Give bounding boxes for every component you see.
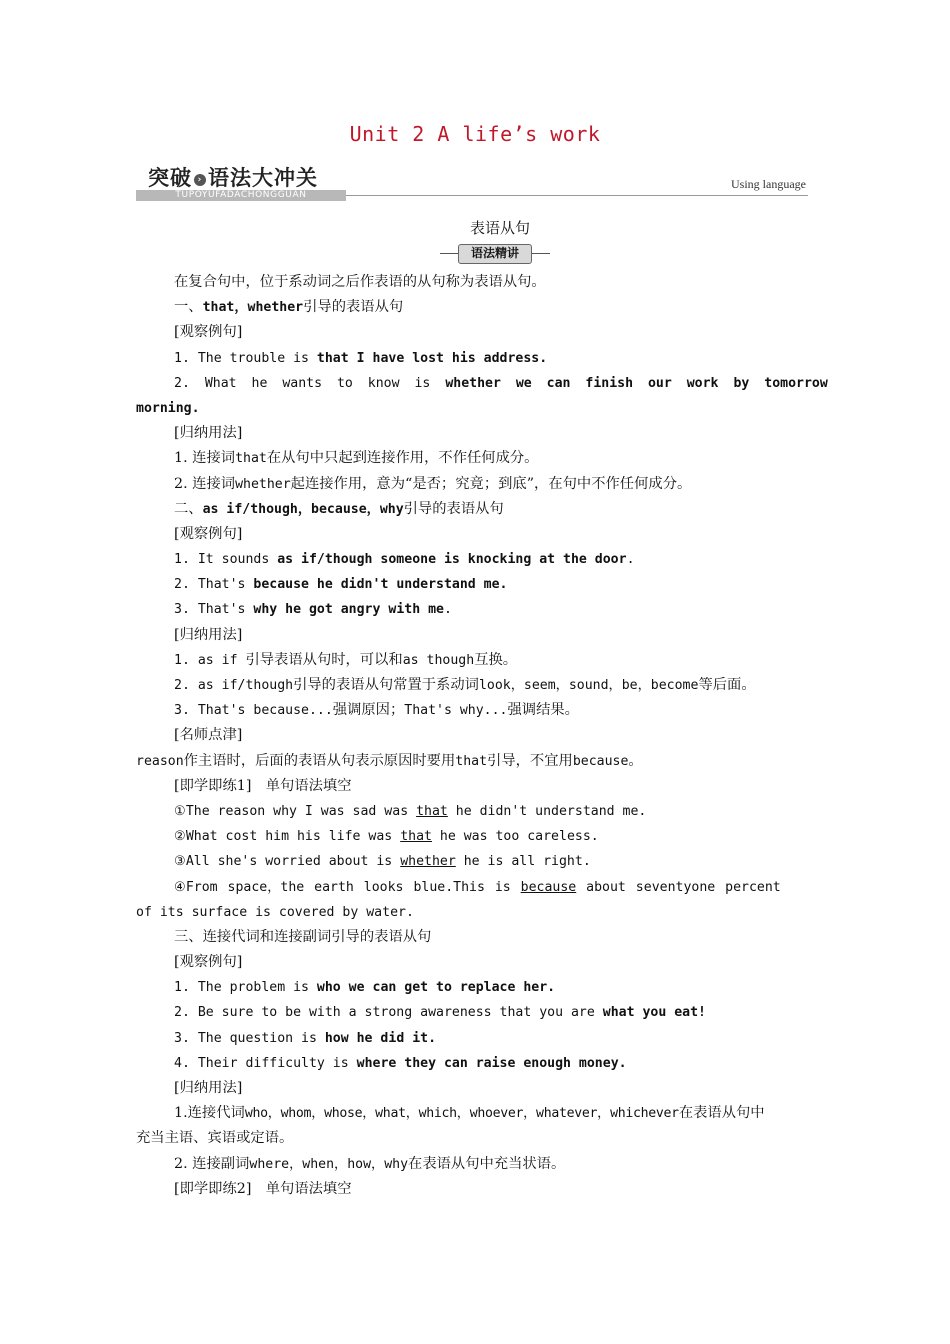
section-banner (136, 160, 808, 200)
rule-keyword: as though (402, 652, 475, 668)
rule-keyword: who，whom，whose，what，which，whoever，whatever，whichever (244, 1106, 679, 1122)
rule-keyword: look，seem，sound，be，become (478, 678, 699, 693)
content-body (136, 270, 828, 1202)
question-text: ④From space，the earth looks blue.This is (174, 879, 521, 895)
rule-continuation: 充当主语、宾语或定语。 (136, 1130, 294, 1147)
rule-text: 等后面。 (698, 677, 756, 693)
example-clause: that I have lost his address. (316, 350, 548, 366)
question-text: he didn't understand me. (447, 803, 647, 819)
example-text: . (443, 602, 452, 618)
banner-pinyin: TUPOYUFADACHONGGUAN (136, 190, 346, 201)
rule-text: 强调结果。 (507, 702, 579, 719)
example-text: 2. What he wants to know is (174, 375, 446, 391)
rule-text: 在从句中只起到连接作用，不作任何成分。 (266, 450, 539, 467)
example-sentence (136, 1000, 816, 1025)
tip-text (136, 749, 816, 774)
example-sentence (136, 572, 816, 597)
observe-label: [观察例句] (174, 954, 243, 971)
rule-label: [归纳用法] (174, 1080, 243, 1096)
example-text: 1. The trouble is (174, 350, 317, 366)
example-clause: how he did it. (324, 1030, 437, 1046)
rule-text: 1. 连接词 (174, 450, 236, 467)
tip-keyword: because (572, 753, 629, 769)
tip-label: [名师点津] (174, 727, 243, 744)
question-text: ③All she's worried about is (174, 854, 401, 870)
example-sentence (136, 547, 816, 572)
rule-text: 2. 连接词 (174, 475, 236, 492)
section-1-heading (136, 295, 816, 320)
answer-blank: whether (400, 854, 456, 870)
rule-text: 强调原因； (332, 702, 405, 719)
tip-keyword: reason (136, 753, 184, 769)
rule-text: 在表语从句中 (678, 1105, 765, 1122)
rule-text: 引导的表语从句常置于系动词 (293, 677, 479, 693)
rule-keyword: whether (235, 476, 291, 492)
example-sentence (136, 371, 828, 396)
example-clause: whether we can finish our work by tomorrow (445, 375, 828, 391)
rule-label: [归纳用法] (174, 626, 243, 643)
observe-label: [观察例句] (174, 525, 243, 542)
answer-blank: because (520, 879, 577, 895)
section-3-heading: 三、连接代词和连接副词引导的表语从句 (174, 928, 432, 945)
rule-text: 互换。 (474, 651, 518, 668)
rule-item (136, 673, 816, 698)
rule-keyword: 3. That's because... (174, 703, 333, 719)
rule-item (136, 1101, 816, 1126)
example-sentence (136, 1026, 816, 1051)
tip-body: 。 (628, 752, 643, 769)
rule-item (136, 446, 816, 471)
practice-question (136, 849, 816, 874)
rule-item (136, 648, 816, 673)
heading-keywords: that，whether (202, 300, 304, 316)
heading-text: 引导的表语从句 (403, 500, 504, 517)
example-text: 4. Their difficulty is (174, 1055, 357, 1071)
example-clause: where they can raise enough money. (356, 1055, 627, 1071)
heading-number: 一、 (174, 299, 203, 316)
question-text: he is all right. (455, 854, 591, 870)
banner-subsection: Using language (731, 177, 806, 191)
question-text: about seventyone percent (576, 879, 781, 895)
example-text: 3. The question is (174, 1030, 325, 1046)
example-text: 3. That's (174, 602, 254, 618)
rule-item (136, 472, 816, 497)
observe-label: [观察例句] (174, 324, 243, 341)
example-text: 2. Be sure to be with a strong awareness that you are (174, 1005, 603, 1021)
example-sentence (136, 1051, 816, 1076)
example-text: 1. It sounds (174, 552, 278, 568)
banner-heading-part-a: 突破 (148, 166, 192, 190)
tip-body: 引导，不宜用 (487, 752, 573, 769)
example-clause: who we can get to replace her. (316, 980, 556, 996)
section-badge (440, 244, 550, 262)
chevron-right-icon: › (194, 174, 206, 186)
heading-number: 二、 (174, 500, 203, 517)
rule-keyword: 1. as if (174, 652, 246, 668)
example-text: 1. The problem is (174, 980, 317, 996)
badge-label: 语法精讲 (458, 244, 532, 264)
example-sentence (136, 975, 816, 1000)
section-title: 表语从句 (469, 219, 530, 237)
banner-heading (148, 162, 318, 192)
rule-keyword: that (235, 451, 267, 467)
section-2-heading (136, 497, 816, 522)
intro-paragraph: 在复合句中，位于系动词之后作表语的从句称为表语从句。 (174, 274, 546, 290)
example-sentence (136, 597, 816, 622)
practice-label: [即学即练2] 单句语法填空 (174, 1180, 352, 1197)
question-text: ②What cost him his life was (174, 829, 401, 845)
question-text: he was too careless. (431, 829, 599, 845)
example-continuation: morning. (136, 400, 200, 416)
rule-text: 起连接作用，意为“是否；究竟；到底”，在句中不作任何成分。 (290, 475, 692, 492)
question-text: ①The reason why I was sad was (174, 803, 417, 819)
rule-item (136, 698, 816, 723)
rule-text: 在表语从句中充当状语。 (408, 1155, 566, 1172)
rule-text: 1.连接代词 (174, 1105, 245, 1122)
example-clause: what you eat! (602, 1005, 706, 1021)
banner-heading-part-b: 语法大冲关 (208, 166, 318, 190)
rule-text: 2. 连接副词 (174, 1155, 250, 1172)
answer-blank: that (400, 829, 432, 845)
rule-keyword: That's why... (404, 703, 508, 719)
example-sentence (136, 346, 816, 371)
rule-item (136, 1152, 816, 1177)
rule-text: 引导表语从句时，可以和 (245, 651, 403, 668)
answer-blank: that (416, 803, 448, 819)
practice-question (136, 875, 816, 900)
practice-question (136, 799, 816, 824)
example-clause: because he didn't understand me. (253, 577, 508, 593)
heading-text: 引导的表语从句 (303, 299, 404, 316)
example-clause: why he got angry with me (253, 602, 444, 618)
heading-keywords: as if/though，because，why (202, 501, 404, 517)
tip-keyword: that (455, 753, 488, 769)
rule-label: [归纳用法] (174, 425, 243, 442)
banner-divider (346, 195, 808, 196)
practice-label: [即学即练1] 单句语法填空 (174, 777, 352, 794)
example-clause: as if/though someone is knocking at the door (277, 552, 627, 568)
tip-body: 作主语时，后面的表语从句表示原因时要用 (183, 752, 456, 769)
question-continuation: of its surface is covered by water. (136, 904, 414, 920)
rule-keyword: where，when，how，why (249, 1156, 409, 1172)
rule-keyword: 2. as if/though (174, 678, 294, 693)
example-text: . (626, 552, 635, 568)
unit-title: Unit 2 A life’s work (349, 122, 601, 146)
practice-question (136, 824, 816, 849)
example-text: 2. That's (174, 577, 254, 593)
